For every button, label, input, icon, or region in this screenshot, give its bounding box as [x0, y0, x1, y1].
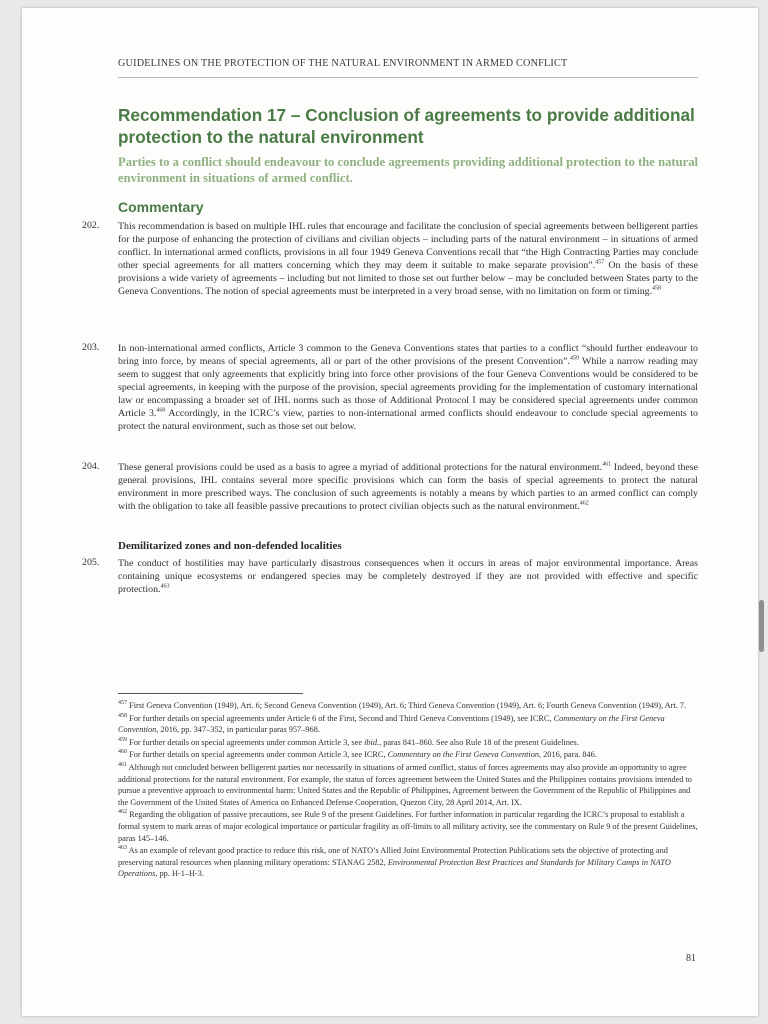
footnote-citation-title: Commentary on the First Geneva Convention: [387, 750, 539, 760]
paragraph-number: 203.: [82, 342, 100, 353]
footnote: [118, 713, 698, 736]
footnote-ref[interactable]: 460: [156, 407, 166, 414]
paragraph-205: [118, 557, 698, 596]
paragraph-text: The conduct of hostilities may have particularly disastrous consequences when it occurs in areas of major environmental importance. Areas containing unique ecosystems or endangered species may be completely destroyed if they are not provided with effective and specific protection.: [118, 558, 698, 595]
footnote: [118, 749, 698, 761]
footnote-number: 463: [118, 845, 127, 852]
footnote-citation-title: Commentary on the First Geneva Convention: [118, 713, 665, 735]
footnote-number: 458: [118, 712, 127, 719]
scrollbar-thumb[interactable]: [759, 600, 764, 652]
footnote-text: , pp. H-1–H-3.: [155, 869, 204, 879]
footnote-number: 459: [118, 737, 127, 744]
footnote-text: For further details on special agreements under Article 6 of the First, Second and Third Geneva Conventions (1949), see ICRC,: [129, 713, 554, 723]
page-number: 81: [686, 953, 696, 964]
running-head: GUIDELINES ON THE PROTECTION OF THE NATURAL ENVIRONMENT IN ARMED CONFLICT: [118, 58, 568, 69]
paragraph-text: These general provisions could be used as a basis to agree a myriad of additional protections for the natural environment.: [118, 462, 603, 473]
footnote-separator: [118, 693, 303, 694]
paragraph-text: Indeed, beyond these general provisions, IHL contains several more specific provisions which can form the basis of special agreements to protect the natural environment in more prescribed ways. The conclusion of such agreements is notably a means by which parties to an armed conflict can comply with the obligation to take all feasible passive precautions to protect civilian objects such as the natural environment.: [118, 462, 698, 512]
paragraph-number: 205.: [82, 557, 100, 568]
header-rule: [118, 77, 698, 78]
footnote-ref[interactable]: 458: [652, 285, 662, 292]
footnote-text: For further details on special agreements under common Article 3, see ICRC,: [129, 750, 388, 760]
footnote-number: 462: [118, 809, 127, 816]
footnote-text: , 2016, pp. 347–352, in particular paras 957–968.: [156, 725, 320, 735]
footnote-text: Although not concluded between belligerent parties nor necessarily in situations of armed conflict, status of forces agreements may also provide an opportunity to agree additional protections for the natural environment. For example, the status of forces agreement between the United States and the Philippines contains provisions intended to pursue a preventive approach to environmental harm: United States and the Republic of Philippines, Agreement between the Government of the Republic of Philippines and the Government of the United States of America on Enhanced Defense Cooperation, Quezon City, 28 April 2014, Art. IX.: [118, 762, 692, 807]
footnote-number: 460: [118, 749, 127, 756]
footnote: [118, 737, 698, 749]
footnote-ref[interactable]: 457: [595, 259, 605, 266]
paragraph-text: While a narrow reading may seem to suggest that only agreements that explicitly bring into force other provisions of the four Geneva Conventions would be considered to be special agreements, in keeping with the purpose of the provision, special agreements providing for the implementation of customary international law or encompassing a broader set of IHL norms such as those of Additional Protocol I may be considered special agreements under common Article 3.: [118, 356, 698, 419]
paragraph-text: Accordingly, in the ICRC’s view, parties to non-international armed conflicts should endeavour to conclude special agreements to protect the natural environment, such as those set out below.: [118, 408, 698, 432]
recommendation-rule: Parties to a conflict should endeavour to conclude agreements providing additional protection to the natural environment in situations of armed conflict.: [118, 155, 698, 185]
footnote: [118, 700, 698, 712]
paragraph-204: [118, 461, 698, 513]
footnote-ref[interactable]: 459: [569, 355, 579, 362]
paragraph-text: This recommendation is based on multiple IHL rules that encourage and facilitate the conclusion of special agreements between belligerent parties for the purpose of enhancing the protection of civilians and civilian objects – including parts of the natural environment – in situations of armed conflict. In international armed conflicts, provisions in all four 1949 Geneva Conventions recall that “the High Contracting Parties may conclude other special agreements for all matters concerning which they may deem it suitable to make separate provision”.: [118, 221, 698, 271]
footnote: [118, 809, 698, 844]
footnote-text: First Geneva Convention (1949), Art. 6; Second Geneva Convention (1949), Art. 6; Third Geneva Convention (1949), Art. 6; Fourth Geneva Convention (1949), Art. 7.: [129, 701, 687, 710]
footnote-number: 461: [118, 762, 127, 769]
paragraph-text: In non-international armed conflicts, Article 3 common to the Geneva Conventions states that parties to a conflict “should further endeavour to bring into force, by means of special agreements, all or part of the other provisions of the present Convention”.: [118, 343, 698, 367]
paragraph-number: 204.: [82, 461, 100, 472]
footnote-text: , 2016, para. 846.: [539, 750, 597, 760]
footnote-citation-title: Environmental Protection Best Practices and Standards for Military Camps in NATO Operations: [118, 857, 671, 879]
footnotes: [118, 700, 698, 881]
footnote-citation-title: ibid.: [364, 737, 380, 747]
footnote-text: Regarding the obligation of passive precautions, see Rule 9 of the present Guidelines. For further information in particular regarding the ICRC’s proposal to establish a formal system to mark areas of major ecological importance or particular fragility as off-limits to all military activity, see the commentary on Rule 9 of the present Guidelines, paras 145–146.: [118, 810, 698, 843]
paragraph-number: 202.: [82, 220, 100, 231]
paragraph-202: [118, 220, 698, 298]
paragraph-203: [118, 342, 698, 433]
footnote-ref[interactable]: 462: [579, 500, 589, 507]
footnote-ref[interactable]: 461: [602, 461, 612, 468]
footnote-number: 457: [118, 700, 127, 707]
footnote-text: , paras 841–860. See also Rule 18 of the present Guidelines.: [379, 737, 579, 747]
footnote: [118, 845, 698, 880]
paragraph-text: On the basis of these provisions a wide variety of agreements – including but not limited to those set out further below – may be concluded between States party to the Geneva Conventions. The notion of special agreements must be interpreted in a very broad sense, with no limitation on form or timing.: [118, 260, 698, 297]
section-subheading: Demilitarized zones and non-defended localities: [118, 540, 342, 552]
footnote: [118, 762, 698, 808]
document-page: [22, 8, 758, 1016]
commentary-heading: Commentary: [118, 199, 204, 215]
recommendation-title: Recommendation 17 – Conclusion of agreements to provide additional protection to the natural environment: [118, 105, 695, 147]
footnote-text: For further details on special agreements under common Article 3, see: [129, 737, 365, 747]
footnote-text: As an example of relevant good practice to reduce this risk, one of NATO’s Allied Joint Environmental Protection Publications sets the objective of protecting and preserving natural resources when planning military operations: STANAG 2582,: [118, 846, 668, 867]
footnote-ref[interactable]: 463: [160, 583, 170, 590]
